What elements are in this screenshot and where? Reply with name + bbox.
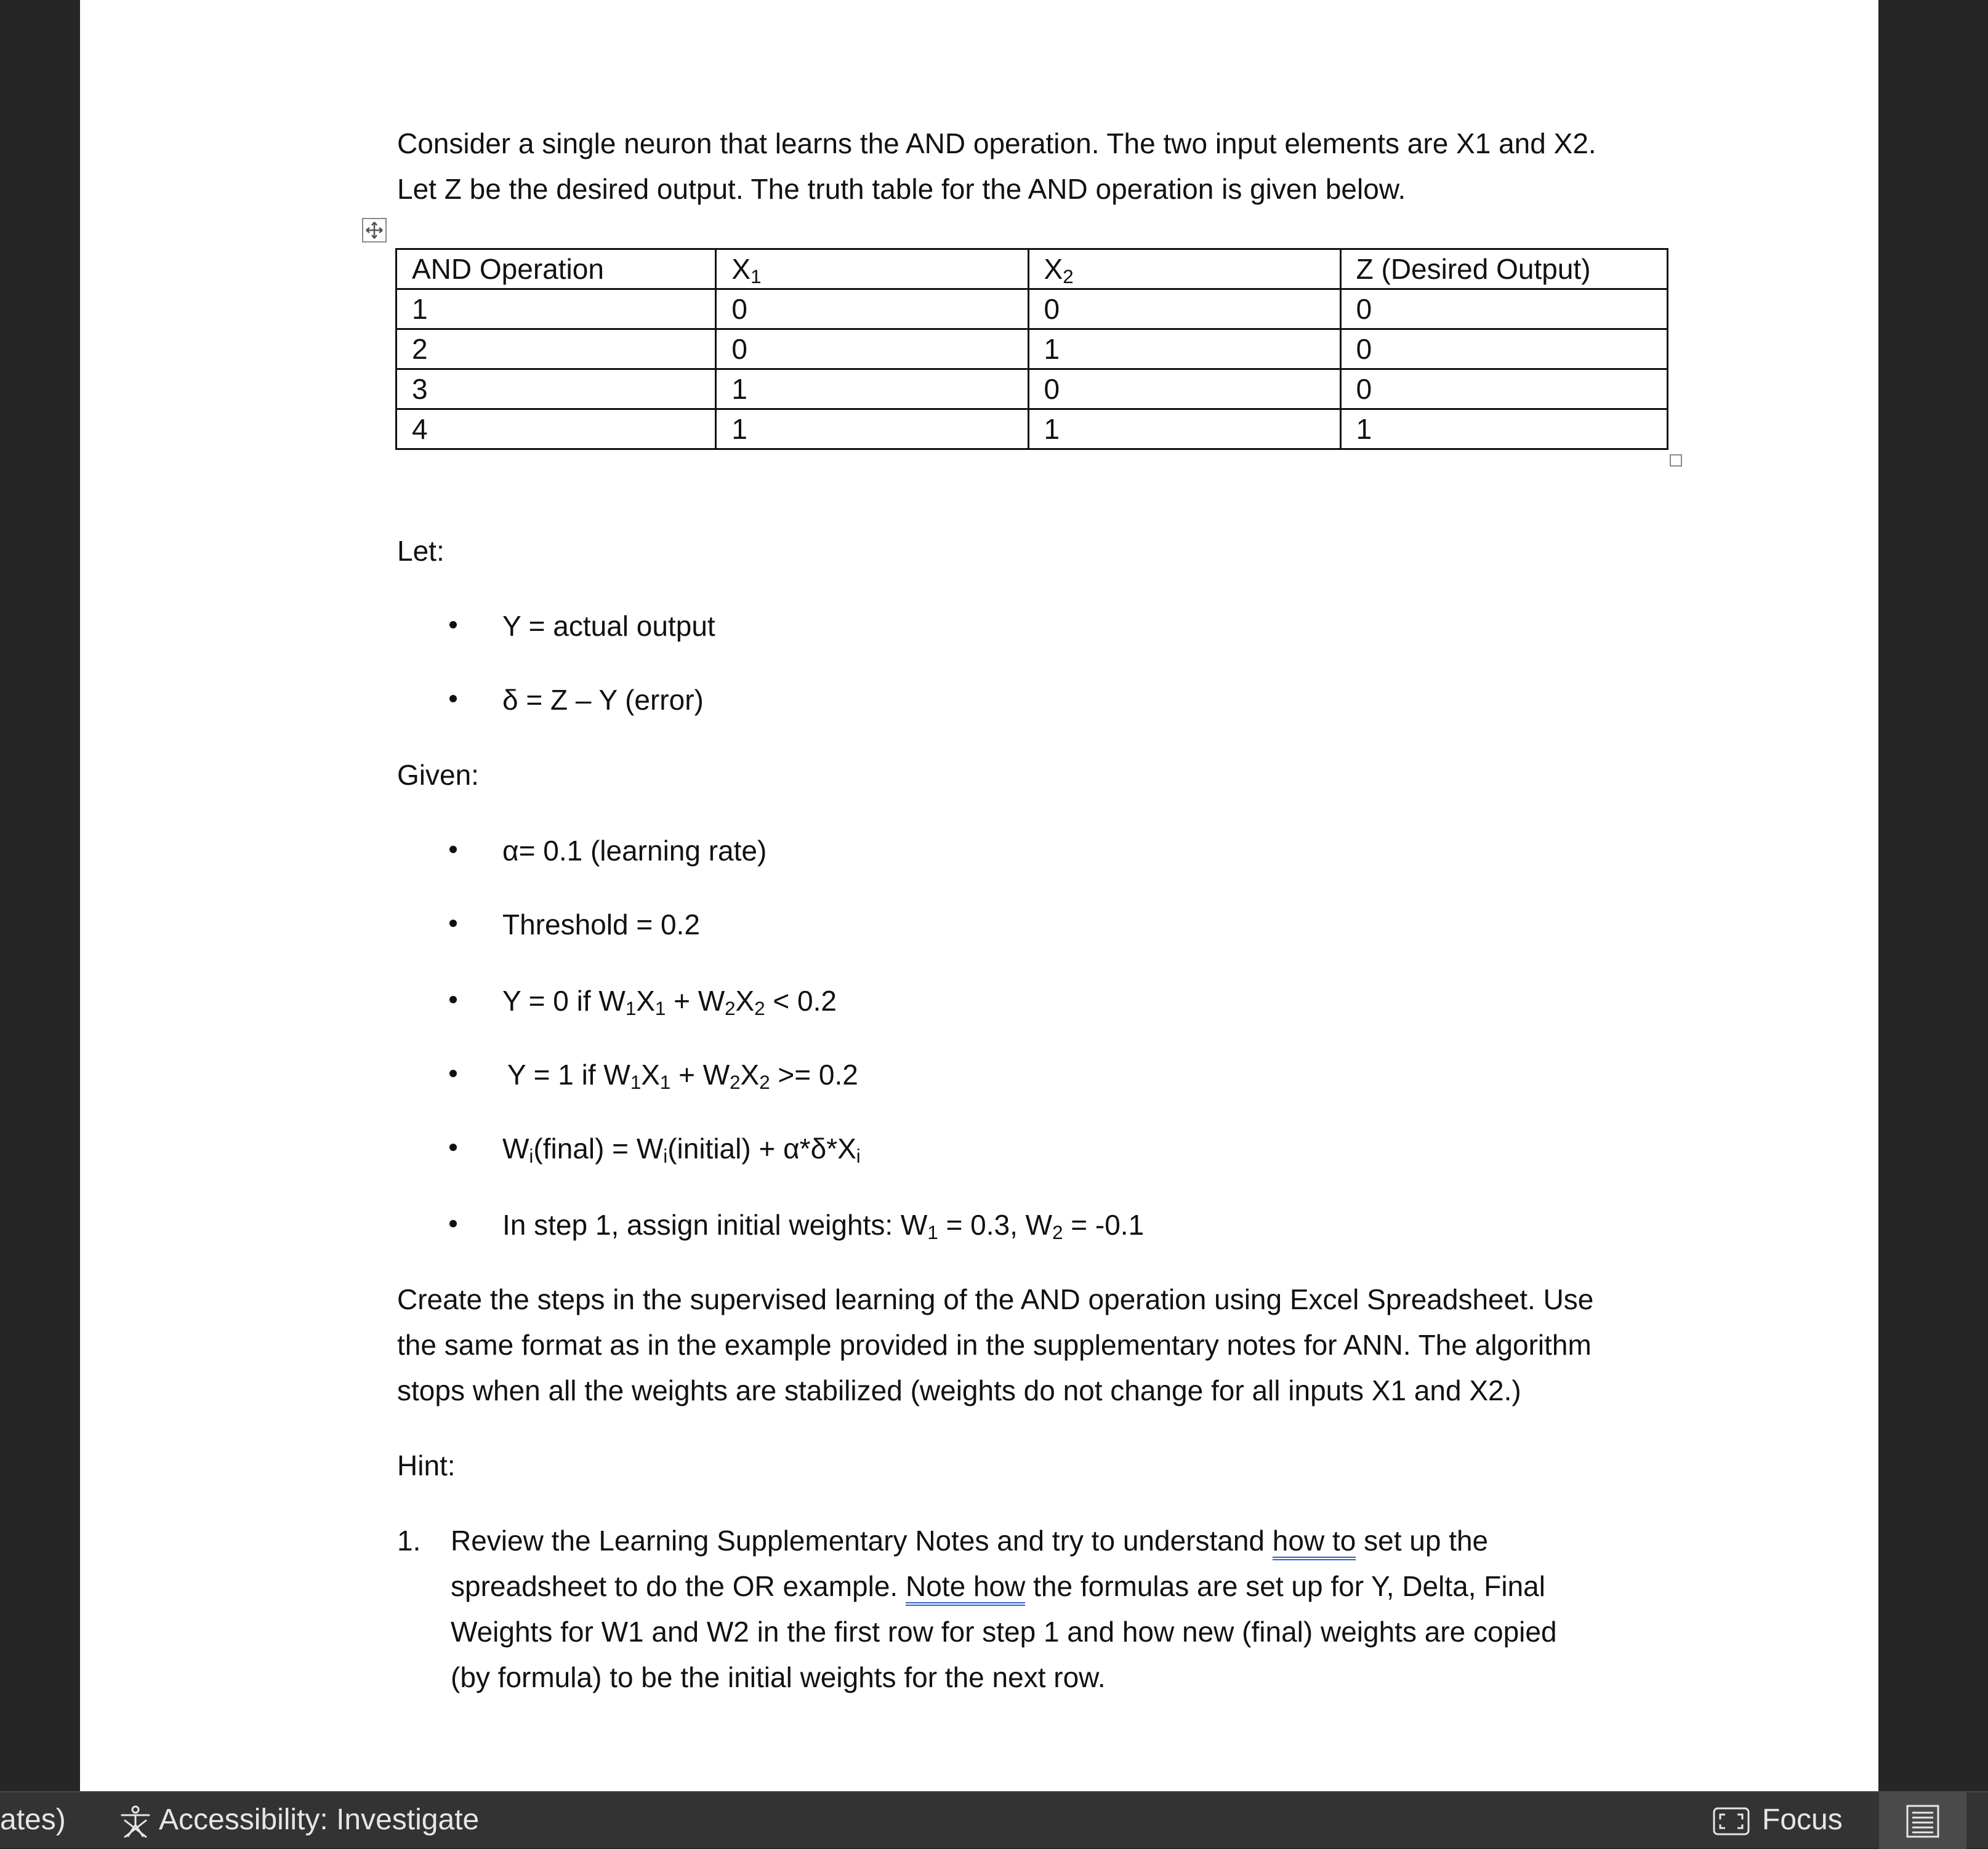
accessibility-label: Accessibility: Investigate [159,1803,480,1836]
accessibility-button[interactable] [117,1792,479,1849]
hint-label: Hint: [397,1450,456,1482]
document-page[interactable]: Consider a single neuron that learns the AND operation. The two input elements are X1 and X2. Let Z be the desired output. The truth table for the AND operation is given below. AND Operation $X_1$ $X_2$ Z (Desired Output) 1 0 0 0 2 0 1 0 3 1 0 0 4 1 1 1 Let: Y = actual output δ = Z – Y (error) Given: α= 0.1 (learning rate) Threshold = 0.2 Y = 0 if $W_1X_1 + W_2X_2 < 0.2$ Y = 1 if $W_1X_1 + W_2X_2 >= 0.2$ $W_i(final)$ = $W_i(initial) + \alpha*\delta*X_i$ In step 1, assign initial weights: $W_1 = 0.3$, $W_2 = -0.1$ Create the steps in the supervised learning of the AND operation using Excel Spreadsheet. Use the same format as in the example provided in the supplementary notes for ANN. The algorithm stops when all the weights are stabilized (weights do not change for all inputs X1 and X2.) Hint: 1. Review the Learning Supplementary Notes and try to understand how to set up the spreadsheet to do the OR example. Note how the formulas are set up for Y, Delta, Final Weights for W1 and W2 in the first row for step 1 and how new (final) weights are copied (by formula) to be the initial weights for the next row. [80,0,1878,1791]
bullet-icon [449,1070,457,1077]
bullet-icon [449,695,457,702]
table-cell: 0 [1340,289,1667,329]
table-row [396,369,1668,409]
list-item: Threshold = 0.2 [80,903,1878,952]
focus-button[interactable] [1713,1792,1843,1849]
table-cell: 1 [716,409,1028,449]
list-item [80,1127,1878,1176]
table-cell: 0 [716,329,1028,369]
intro-paragraph [397,121,1752,212]
intro-line-2: Let Z be the desired output. The truth table for the AND operation is given below. [397,173,1406,205]
bullet-icon [449,846,457,853]
rule-initial-weights: In step 1, assign initial weights: $W_1 = 0.3$, $W_2 = -0.1$ [502,1209,1145,1243]
rule-weight-update: $W_i(final)$ = $W_i(initial) + \alpha*\delta*X_i$ [502,1133,861,1167]
given-label: Given: [397,759,479,791]
table-cell: 1 [1028,409,1340,449]
header-and-operation: AND Operation [396,249,716,289]
let-label: Let: [397,535,445,567]
table-row [396,409,1668,449]
list-item: α= 0.1 (learning rate) [80,829,1878,878]
focus-icon [1713,1807,1750,1835]
print-layout-view-button[interactable] [1879,1792,1966,1849]
print-layout-icon [1906,1804,1940,1839]
status-bar [0,1791,1988,1848]
rule-y0: Y = 0 if $W_1X_1 + W_2X_2 < 0.2$ [502,985,837,1019]
bullet-icon [449,920,457,927]
task-paragraph: Create the steps in the supervised learning of the AND operation using Excel Spreadsheet. Use the same format as in the example provided in the supplementary notes for ANN. The algorithm stops when all the weights are stabilized (weights do not change for all inputs X1 and X2.) [397,1283,1594,1406]
header-z-desired-output: Z (Desired Output) [1340,249,1667,289]
list-item [80,979,1878,1029]
bullet-icon [449,1220,457,1227]
table-header-row [396,249,1668,289]
header-x2: $X_2$ [1028,249,1340,289]
rule-y1: Y = 1 if $W_1X_1 + W_2X_2 >= 0.2$ [507,1059,858,1093]
list-item [80,1053,1878,1102]
table-cell: 3 [396,369,716,409]
bullet-icon [449,621,457,628]
grammar-flag[interactable]: Note how [906,1570,1025,1606]
table-cell: 0 [1340,329,1667,369]
table-move-handle-icon[interactable] [362,218,387,243]
bullet-icon [449,1144,457,1151]
table-cell: 1 [1028,329,1340,369]
table-resize-handle[interactable] [1670,454,1682,467]
accessibility-icon [117,1803,154,1840]
table-cell: 2 [396,329,716,369]
table-cell: 1 [716,369,1028,409]
table-cell: 1 [1340,409,1667,449]
list-number: 1. [397,1525,421,1557]
bullet-icon [449,996,457,1003]
table-cell: 1 [396,289,716,329]
focus-label: Focus [1762,1803,1843,1836]
header-x1: $X_1$ [716,249,1028,289]
and-truth-table[interactable] [395,248,1668,450]
table-cell: 0 [1028,369,1340,409]
grammar-flag[interactable]: how to [1273,1525,1356,1560]
table-row [396,289,1668,329]
table-cell: 4 [396,409,716,449]
list-item: δ = Z – Y (error) [80,678,1878,728]
table-cell: 0 [1340,369,1667,409]
table-row [396,329,1668,369]
status-language-fragment[interactable]: ates) [0,1803,66,1836]
table-cell: 0 [1028,289,1340,329]
list-item [80,1203,1878,1253]
list-item: Y = actual output [80,604,1878,654]
table-cell: 0 [716,289,1028,329]
intro-line-1: Consider a single neuron that learns the AND operation. The two input elements are X1 and X2. [397,127,1596,159]
